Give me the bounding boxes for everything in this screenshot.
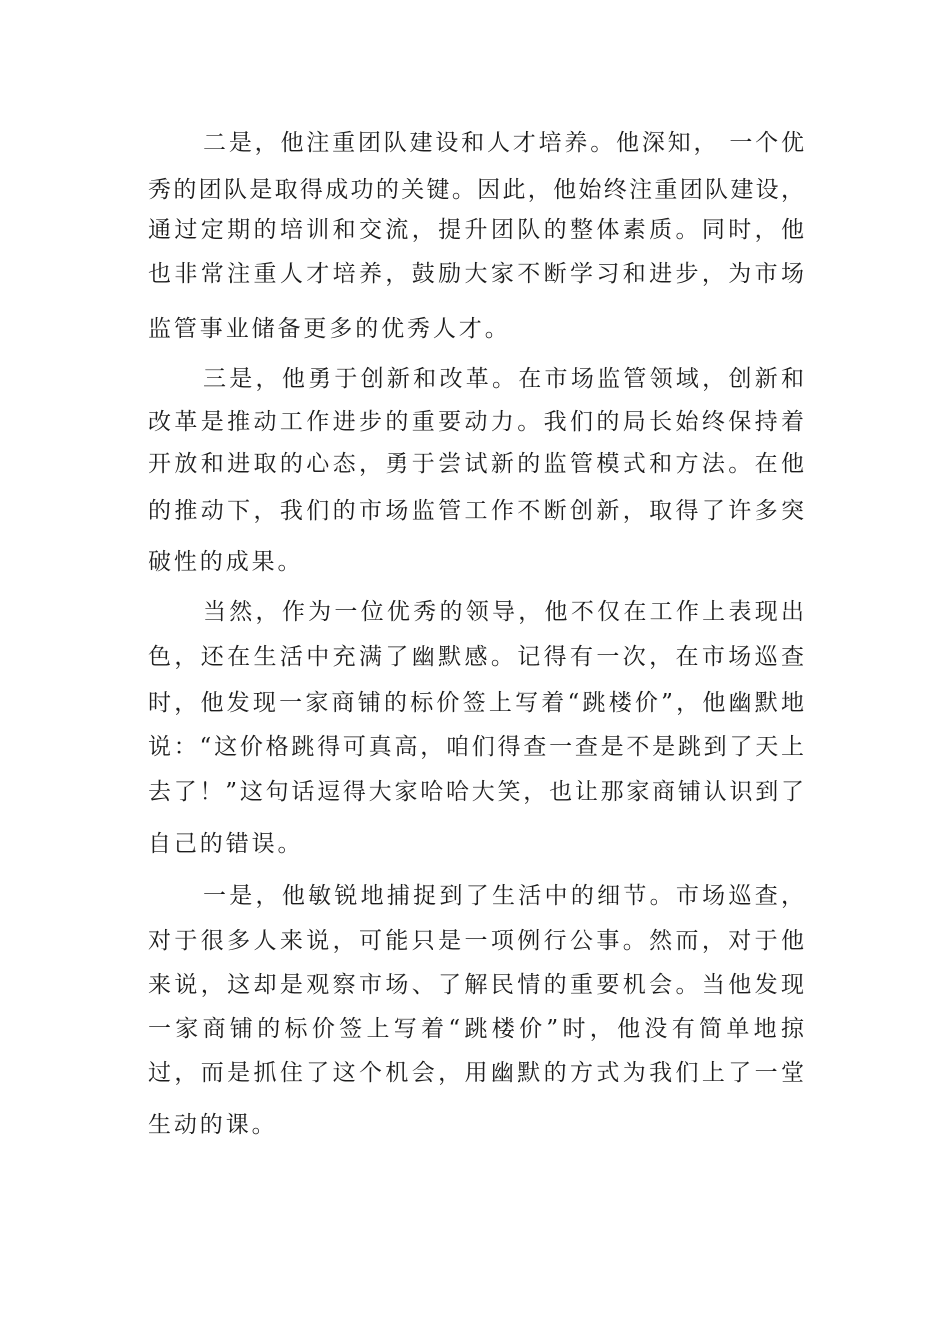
text-line: 改革是推动工作进步的重要动力。我们的局长始终保持着 <box>148 409 804 435</box>
text-line: 开放和进取的心态，勇于尝试新的监管模式和方法。在他 <box>148 451 804 477</box>
text-line: 色，还在生活中充满了幽默感。记得有一次，在市场巡查 <box>148 644 804 670</box>
text-line: 的推动下，我们的市场监管工作不断创新，取得了许多突 <box>148 498 804 524</box>
text-line: 也非常注重人才培养，鼓励大家不断学习和进步，为市场 <box>148 261 804 287</box>
text-line: 来说，这却是观察市场、了解民情的重要机会。当他发现 <box>148 972 804 998</box>
text-line: 一是，他敏锐地捕捉到了生活中的细节。市场巡查， <box>203 883 804 909</box>
text-line: 破性的成果。 <box>148 549 304 575</box>
text-line: 说：“这价格跳得可真高，咱们得查一查是不是跳到了天上 <box>148 734 804 760</box>
text-line: 三是，他勇于创新和改革。在市场监管领域，创新和 <box>203 366 804 392</box>
text-line: 自己的错误。 <box>148 831 304 857</box>
text-line: 一家商铺的标价签上写着“跳楼价”时，他没有简单地掠 <box>148 1016 804 1042</box>
text-line: 当然，作为一位优秀的领导，他不仅在工作上表现出 <box>203 599 804 625</box>
text-line: 通过定期的培训和交流，提升团队的整体素质。同时，他 <box>148 217 804 243</box>
text-line: 对于很多人来说，可能只是一项例行公事。然而，对于他 <box>148 928 804 954</box>
text-line: 秀的团队是取得成功的关键。因此，他始终注重团队建设， <box>148 177 804 203</box>
text-line: 生动的课。 <box>148 1112 278 1138</box>
text-line: 时，他发现一家商铺的标价签上写着“跳楼价”，他幽默地 <box>148 690 804 716</box>
text-line: 二是，他注重团队建设和人才培养。他深知， 一个优 <box>203 130 804 156</box>
text-line: 监管事业储备更多的优秀人才。 <box>148 316 511 342</box>
text-line: 过，而是抓住了这个机会，用幽默的方式为我们上了一堂 <box>148 1060 804 1086</box>
text-line: 去了！”这句话逗得大家哈哈大笑，也让那家商铺认识到了 <box>148 779 804 805</box>
